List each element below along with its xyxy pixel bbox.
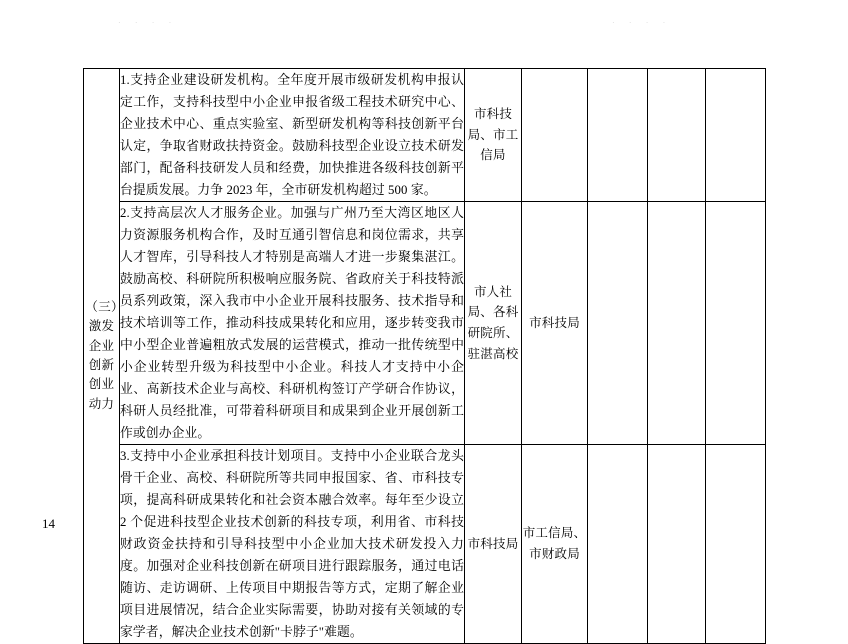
extra-column-1 [588,202,648,445]
measure-content: 2.支持高层次人才服务企业。加强与广州乃至大湾区地区人力资源服务机构合作，及时互通引智信息和岗位需求，共享人才智库，引导科技人才特别是高端人才进一步聚集湛江。鼓励高校、科研院所积极响应服务院、省政府关于科技特派员系列政策，深入我市中小企业开展科技服务、技术指导和技术培训等工作，推动科技成果转化和应用，逐步转变我市中小型企业普遍粗放式发展的运营模式，推动一批传统型中小企业转型升级为科技型中小企业。科技人才支持中小企业、高新技术企业与高校、科研机构签订产学研合作协议，科研人员经批准，可带着科研项目和成果到企业开展创新工作或创办企业。 [120,202,465,445]
lead-organization: 市科技局、市工信局 [465,69,522,202]
extra-column-1 [588,445,648,644]
extra-column-2 [648,202,706,445]
lead-organization: 市科技局 [465,445,522,644]
table-row [84,445,766,644]
page-number: 14 [42,516,55,531]
extra-column-3 [706,202,766,445]
extra-column-3 [706,445,766,644]
cooperating-organization: 市科技局 [522,202,588,445]
extra-column-3 [706,69,766,202]
header-mark-left: · · · · [118,18,178,27]
table-row [84,202,766,445]
measure-content: 1.支持企业建设研发机构。全年度开展市级研发机构申报认定工作，支持科技型中小企业申报省级工程技术研究中心、企业技术中心、重点实验室、新型研发机构等科技创新平台认定，争取省财政扶持资金。鼓励科技型企业设立技术研发部门，配备科技研发人员和经费，加快推进各级科技创新平台提质发展。力争 2023 年，全市研发机构超过 500 家。 [120,69,465,202]
table-row [84,69,766,202]
scan-header-marks [0,18,848,32]
cooperating-organization [522,69,588,202]
cooperating-organization: 市工信局、市财政局 [522,445,588,644]
extra-column-2 [648,445,706,644]
extra-column-1 [588,69,648,202]
lead-organization: 市人社局、各科研院所、驻湛高校 [465,202,522,445]
measure-content: 3.支持中小企业承担科技计划项目。支持中小企业联合龙头骨干企业、高校、科研院所等共同申报国家、省、市科技专项，提高科研成果转化和社会资本融合效率。每年至少设立 2 个促进科技型企业技术创新的科技专项，利用省、市科技财政资金扶持和引导科技型中小企业加大技术研发投入力度。加强对企业科技创新在研项目进行跟踪服务，通过电话随访、走访调研、上传项目中期报告等方式，定期了解企业项目进展情况，结合企业实际需要，协助对接有关领域的专家学者，解决企业技术创新"卡脖子"难题。 [120,445,465,644]
row-group-label: （三）激发企业创新创业动力 [84,69,120,644]
policy-table-container [83,68,765,644]
header-mark-right: · · · · [612,18,672,27]
policy-table [83,68,766,644]
extra-column-2 [648,69,706,202]
